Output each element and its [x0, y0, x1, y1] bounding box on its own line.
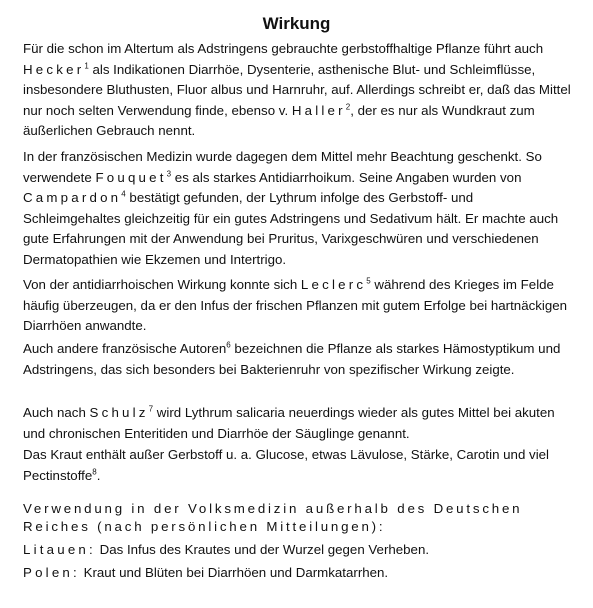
text-run: Von der antidiarrhoischen Wirkung konnte sich: [23, 277, 301, 292]
folk-entry-lithuania: [23, 540, 571, 561]
text-run: , der es nur als Wundkraut zum äußerlichen Gebrauch nennt.: [23, 102, 535, 138]
footnote-ref: 1: [84, 61, 89, 71]
folk-entry-poland: [23, 563, 571, 584]
text-run: wird Lythrum salicaria neuerdings wieder als gutes Mittel bei akuten und chronischen Enteritiden und Diarrhöe der Säuglinge genannt.: [23, 405, 555, 441]
text-run: Auch nach: [23, 405, 90, 420]
text-run: .: [96, 467, 101, 483]
paragraph-5: [23, 403, 571, 444]
author-name: Fouquet: [95, 169, 167, 185]
text-run: Für die schon im Altertum als Adstringens gebrauchte gerbstoffhaltige Pflanze führt auch: [23, 41, 544, 56]
text-run: als Indikationen Diarrhöe, Dysenterie, asthenische Blut- und Schleimflüsse, insbesondere Bluthusten, Fluor albus und Harnruhr, auf. Allerdings schreibt er, daß das Mittel nur noch selten Verwendung finde, ebenso v.: [23, 61, 571, 118]
folk-entry-text: Das Infus des Krautes und der Wurzel gegen Verheben.: [95, 542, 430, 557]
footnote-ref: 8: [92, 467, 97, 477]
text-run: bestätigt gefunden, der Lythrum infolge des Gerbstoff- und Schleimgehaltes gleichzeitig für ein gutes Adstringens und Sedativum hält. Er machte auch gute Erfahrungen mit der Anwendung bei Pruritus, Varixgeschwüren und verschiedenen Dermatopathien wie Ekzemen und Intertrigo.: [23, 190, 559, 267]
paragraph-3: [23, 275, 571, 337]
author-name: Campardon: [23, 190, 122, 205]
paragraph-4: [23, 339, 571, 380]
footnote-ref: 5: [366, 276, 371, 286]
text-run: während des Krieges im Felde häufig überzeugen, da er den Infus der frischen Pflanzen mit gutem Erfolge bei hartnäckigen Diarrhöen anwandte.: [23, 277, 568, 333]
paragraph-2: [23, 147, 571, 270]
text-run: bezeichnen die Pflanze als starkes Hämostyptikum und Adstringens, das sich besonders bei Bakterienruhr von spezifischer Wirkung zeigte.: [23, 341, 561, 377]
footnote-ref: 4: [121, 189, 126, 199]
text-run: es als starkes Antidiarrhoikum. Seine Angaben wurden von: [171, 169, 522, 185]
author-name: Hecker: [23, 61, 85, 77]
author-name: Haller: [291, 102, 346, 118]
folk-entry-text: Kraut und Blüten bei Diarrhöen und Darmkatarrhen.: [79, 565, 389, 580]
paragraph-1: [23, 39, 571, 142]
footnote-ref: 2: [345, 102, 351, 112]
country-name: Polen:: [23, 565, 80, 580]
text-run: Das Kraut enthält außer Gerbstoff u. a. Glucose, etwas Lävulose, Stärke, Carotin und viel Pectinstoffe: [23, 447, 549, 483]
author-name: Leclerc: [300, 277, 367, 292]
footnote-ref: 7: [148, 404, 154, 414]
footnote-ref: 6: [226, 340, 231, 350]
text-run: Auch andere französische Autoren: [23, 341, 227, 356]
country-name: Litauen:: [23, 542, 96, 557]
folk-medicine-heading: Verwendung in der Volksmedizin außerhalb des Deutschen Reiches (nach persönlichen Mitteilungen):: [23, 501, 523, 534]
text-run: In der französischen Medizin wurde dagegen dem Mittel mehr Beachtung geschenkt. So verwendete: [23, 149, 542, 185]
page-title: Wirkung: [262, 14, 331, 33]
author-name: Schulz: [89, 405, 149, 420]
footnote-ref: 3: [166, 169, 172, 179]
paragraph-6: [23, 445, 571, 486]
